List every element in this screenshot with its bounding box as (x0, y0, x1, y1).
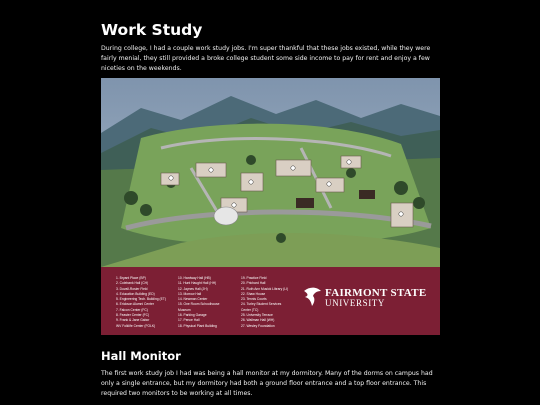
legend-item: 11. Hunt Haught Hall (HH) (178, 281, 217, 286)
legend-column-1 (116, 276, 166, 329)
legend-item: WV Folklife Center (FOLK) (116, 323, 156, 328)
legend-item: 19. Practice Field (241, 276, 267, 280)
legend-item: 20. Prichard Hall (241, 281, 266, 286)
legend-item: 7. Falcon Center (FC) (116, 307, 148, 312)
legend-item: 26. Wallman Hall (WH) (241, 318, 275, 323)
hall-monitor-paragraph: The first work study job I had was being a hall monitor at my dormitory. Many of the dorms on campus had only a single entrance, but my dormitory had both a ground floor entrance and a top floor entrance. This required two monitors to be working at all times. (101, 370, 433, 397)
legend-item: 12. Jaynes Hall (JH) (178, 286, 208, 291)
section-title-work-study: Work Study (101, 21, 203, 39)
section-title-hall-monitor: Hall Monitor (101, 349, 181, 363)
legend-item: 18. Physical Plant Building (178, 323, 217, 328)
campus-map-image (101, 78, 440, 335)
legend-item: 10. Hardway Hall (HB) (178, 276, 211, 280)
legend-column-2 (178, 276, 219, 329)
legend-item: 9. Frank & Jane Gabor (116, 318, 150, 323)
legend-item: 5. Engineering Tech. Building (ET) (116, 297, 166, 302)
legend-item: 1. Bryant Place (BP) (116, 276, 146, 280)
legend-item: 24. Turley Student Services (241, 302, 282, 307)
legend-item: Museum (178, 307, 191, 312)
legend-item: 2. Colebank Hall (CH) (116, 281, 149, 286)
work-study-paragraph: During college, I had a couple work study jobs. I'm super thankful that these jobs existed, while they were fairly menial, they still provided a broke college student some side income to pay for rent and enjoy a few niceties on the weekends. (101, 45, 431, 72)
legend-item: 15. One Room Schoolhouse (178, 302, 220, 307)
university-subtitle: UNIVERSITY (325, 298, 385, 308)
legend-item: 3. Duvall-Rosier Field (116, 286, 148, 291)
legend-item: 8. Feaster Center (FC) (116, 313, 150, 318)
legend-item: 16. Parking Garage (178, 313, 207, 318)
legend-item: 4. Education Building (ED) (116, 291, 155, 296)
legend-item: 13. Morrow Hall (178, 291, 202, 296)
legend-item: 25. University Terrace (241, 313, 273, 318)
legend-item: Center (TC) (241, 307, 259, 312)
legend-item: 22. Shaw House (241, 291, 266, 296)
falcon-logo-icon (302, 285, 322, 307)
university-name: FAIRMONT STATE (325, 287, 427, 299)
legend-item: 17. Pence Hall (178, 318, 200, 323)
legend-item: 6. Erickson Alumni Center (116, 302, 154, 307)
legend-item: 23. Tennis Courts (241, 297, 267, 302)
map-legend (101, 267, 440, 335)
campus-illustration (101, 78, 440, 267)
legend-item: 21. Ruth Ann Musick Library (LI) (241, 286, 289, 291)
legend-item: 27. Wesley Foundation (241, 323, 275, 328)
legend-item: 14. Newman Center (178, 297, 208, 302)
legend-column-3 (241, 276, 288, 329)
